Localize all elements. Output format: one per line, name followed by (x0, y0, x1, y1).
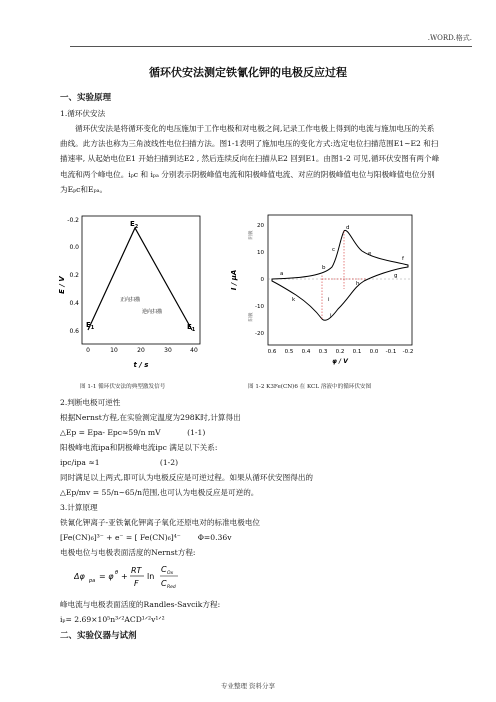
nernst-equation (74, 560, 214, 594)
x-tick: 20 (137, 347, 145, 354)
formula-sub-pa: pa (89, 578, 96, 584)
text-nernst-intro: 根据Nernst方程,在实验测定温度为298K时,计算得出 (60, 413, 241, 422)
x-tick: 0.5 (284, 349, 294, 355)
point-label: g (394, 273, 398, 279)
x-tick: 30 (164, 347, 172, 354)
formula-rt: RT (131, 566, 142, 575)
x-tick: 0.1 (352, 349, 362, 355)
text-peak-current-relation: 阳极峰电流ipa和阴极峰电流ipc 满足以下关系: (60, 443, 218, 452)
point-label: f (402, 256, 404, 262)
figure-excitation-signal (58, 210, 218, 378)
x-axis-label: φ / V (332, 358, 348, 365)
point-label: a (280, 271, 284, 277)
side-label-cathode: 阴极 (249, 230, 254, 240)
point-label: e (368, 251, 372, 257)
section-heading-instruments: 二、实验仪器与试剂 (60, 631, 137, 641)
label-e2: $E_2$ (130, 220, 139, 230)
x-axis-label: t / s (133, 361, 149, 369)
y-tick: 0.4 (69, 300, 79, 307)
subsection-calculation: 3.计算原理 (60, 503, 98, 512)
y-axis-label: I / μA (230, 269, 238, 291)
point-label: k (292, 297, 296, 303)
formula-delta-phi: Δφ (74, 572, 85, 581)
header-divider (70, 46, 472, 47)
x-tick: 0.0 (369, 349, 379, 355)
point-label: j (330, 313, 332, 319)
point-label: d (346, 225, 350, 231)
point-label: h (356, 281, 360, 287)
x-tick: 10 (110, 347, 118, 354)
x-tick: 40 (190, 347, 198, 354)
point-label: c (332, 247, 336, 253)
y-tick: 20 (257, 223, 264, 229)
equation-1-1: △Ep = Epa- Epc≈59/n mV (1-1) (60, 428, 206, 437)
side-label-anode: 阳极 (249, 312, 254, 322)
page-header: .WORD.格式. (427, 34, 472, 42)
formula-plus: + (121, 572, 128, 581)
plot-frame (268, 215, 412, 345)
y-tick: 0.0 (69, 244, 79, 251)
subsection-cv: 1.循环伏安法 (60, 109, 106, 118)
x-tick: 0.2 (335, 349, 345, 355)
x-tick: -0.2 (402, 349, 414, 355)
point-label: i (328, 297, 330, 303)
y-tick: 0.6 (69, 328, 79, 335)
paragraph-cv-intro: 循环伏安法是将循环变化的电压施加于工作电极和对电极之间,记录工作电极上得到的电流与施加电压的关系曲线。此方法也称为三角波线性电位扫描方法。图1-1表明了施加电压的变化方式:选定电位扫描范围E1~E2 和扫描速率, 从起始电位E1 开始扫描到达E2 , 然后连续反向在扫描从E2 回到E1。由图1-2 可见,循环伏安图有两个峰电流和两个峰电位。iₚc 和 iₚₐ 分别表示阴极峰值电流和阳极峰值电流、对应的阴极峰值电位与阳极峰值电位分别为Eₚc和Eₚₐ。 (60, 124, 440, 194)
text-randles-sevcik-intro: 峰电流与电极表面活度的Randles-Savcik方程: (60, 600, 221, 609)
x-tick: 0.3 (318, 349, 328, 355)
formula-ox-sub: Ox (167, 571, 174, 576)
equation-randles-sevcik: iₚ= 2.69×10⁵n³ᐟ²ACD¹ᐟ²v¹ᐟ² (60, 615, 165, 624)
label-e1-right: $E_1$ (187, 323, 196, 333)
figure-1-caption: 图 1-1 循环伏安法的典型激发信号 (80, 384, 166, 390)
y-tick: 0 (260, 277, 264, 283)
y-tick: -20 (255, 331, 264, 337)
formula-red-sub: Red (167, 585, 176, 590)
y-tick: -0.2 (67, 217, 79, 224)
x-tick: 0 (86, 347, 90, 354)
x-tick: -0.1 (385, 349, 397, 355)
y-tick: 0.2 (69, 272, 79, 279)
label-reverse-scan: 逆向扫描 (142, 309, 163, 315)
point-label: b (322, 265, 326, 271)
document-title: 循环伏安法测定铁氰化钾的电极反应过程 (149, 66, 347, 79)
text-standard-potential: 铁氰化钾离子-亚铁氰化钾离子氧化还原电对的标准电极电位 (60, 518, 261, 527)
subsection-reversibility: 2.判断电极可逆性 (60, 398, 121, 407)
formula-rhs: = φ (99, 572, 114, 581)
figure-2-caption: 图 1-2 K3Fe(CN)6 在 KCL 溶液中的循环伏安图 (248, 384, 372, 390)
figure-cyclic-voltammogram (226, 205, 426, 378)
text-reversible-condition: 同时满足以上两式,即可认为电极反应是可逆过程。如果从循环伏安图得出的 (60, 473, 314, 482)
y-tick: -10 (255, 304, 264, 310)
page-footer: 专业整理 资料分享 (220, 682, 276, 690)
y-tick: 10 (257, 250, 264, 256)
y-axis-label: E / V (58, 276, 66, 294)
formula-c-ox: C (161, 565, 167, 574)
equation-1-2: ipc/ipa ≈1 (1-2) (60, 458, 179, 467)
formula-f: F (134, 579, 139, 588)
text-reversible-range: △Ep/mv = 55/n~65/n范围,也可认为电极反应是可逆的。 (60, 488, 259, 497)
equation-redox: [Fe(CN)₆]³⁻ + e⁻ = [ Fe(CN)₆]⁴⁻ Φ=0.36v (60, 533, 232, 542)
formula-ln: ln (147, 572, 155, 581)
x-tick: 0.6 (267, 349, 277, 355)
cv-curve (272, 230, 408, 320)
formula-theta: θ (115, 570, 119, 576)
section-heading-principle: 一、实验原理 (60, 93, 112, 103)
triangle-waveform (88, 228, 192, 330)
label-forward-scan: 正向扫描 (120, 297, 141, 303)
x-tick: 0.4 (301, 349, 311, 355)
text-nernst-equation-intro: 电极电位与电极表面活度的Nernst方程: (60, 548, 196, 557)
formula-c-red: C (161, 579, 167, 588)
label-e1-left: $E_1$ (86, 321, 95, 331)
plot-frame (82, 216, 200, 344)
